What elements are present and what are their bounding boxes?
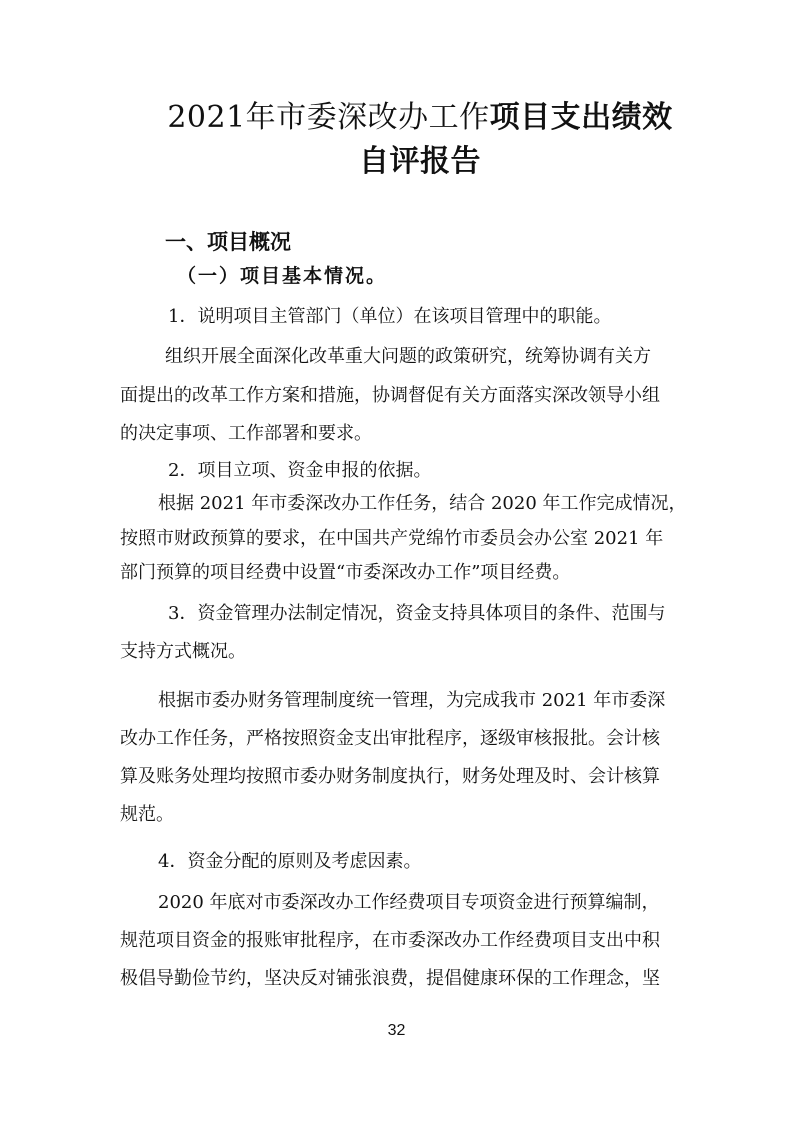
document-title-line-2: 自评报告 [359, 144, 481, 179]
item-2-body-line-1: 根据 2021 年市委深改办工作任务，结合 2020 年工作完成情况， [158, 493, 687, 514]
subsection-heading: （一）项目基本情况。 [177, 265, 388, 287]
document-title-line-1 [120, 98, 720, 138]
item-3-body-line-3: 算及账务处理均按照市委办财务制度执行，财务处理及时、会计核算 [120, 766, 660, 787]
item-4-body-line-1: 2020 年底对市委深改办工作经费项目专项资金进行预算编制， [158, 892, 660, 913]
item-2-body-line-2: 按照市财政预算的要求，在中国共产党绵竹市委员会办公室 2021 年 [120, 528, 664, 549]
item-1-body-line-2: 面提出的改革工作方案和措施，协调督促有关方面落实深改领导小组 [120, 385, 660, 406]
item-2-heading: 2．项目立项、资金申报的依据。 [168, 460, 432, 481]
section-heading: 一、项目概况 [165, 230, 291, 254]
item-1-body-line-1: 组织开展全面深化改革重大问题的政策研究，统筹协调有关方 [165, 346, 651, 367]
title-bold-part: 项目支出绩效 [489, 100, 673, 135]
item-1-body-line-3: 的决定事项、工作部署和要求。 [120, 423, 372, 444]
item-2-body-line-3: 部门预算的项目经费中设置“市委深改办工作”项目经费。 [120, 562, 571, 583]
item-3-body-line-4: 规范。 [120, 804, 174, 825]
item-3-body-line-1: 根据市委办财务管理制度统一管理，为完成我市 2021 年市委深 [158, 690, 666, 711]
item-4-body-line-2: 规范项目资金的报账审批程序，在市委深改办工作经费项目支出中积 [120, 930, 660, 951]
title-normal-part: 2021年市委深改办工作 [167, 100, 490, 135]
item-1-heading: 1．说明项目主管部门（单位）在该项目管理中的职能。 [168, 306, 612, 327]
item-3-heading-line-1: 3．资金管理办法制定情况，资金支持具体项目的条件、范围与 [168, 603, 666, 624]
page-number: 32 [387, 1022, 406, 1039]
item-4-heading: 4．资金分配的原则及考虑因素。 [158, 851, 422, 872]
item-4-body-line-3: 极倡导勤俭节约，坚决反对铺张浪费，提倡健康环保的工作理念，坚 [120, 968, 660, 989]
item-3-heading-line-2: 支持方式概况。 [120, 641, 246, 662]
item-3-body-line-2: 改办工作任务，严格按照资金支出审批程序，逐级审核报批。会计核 [120, 728, 660, 749]
